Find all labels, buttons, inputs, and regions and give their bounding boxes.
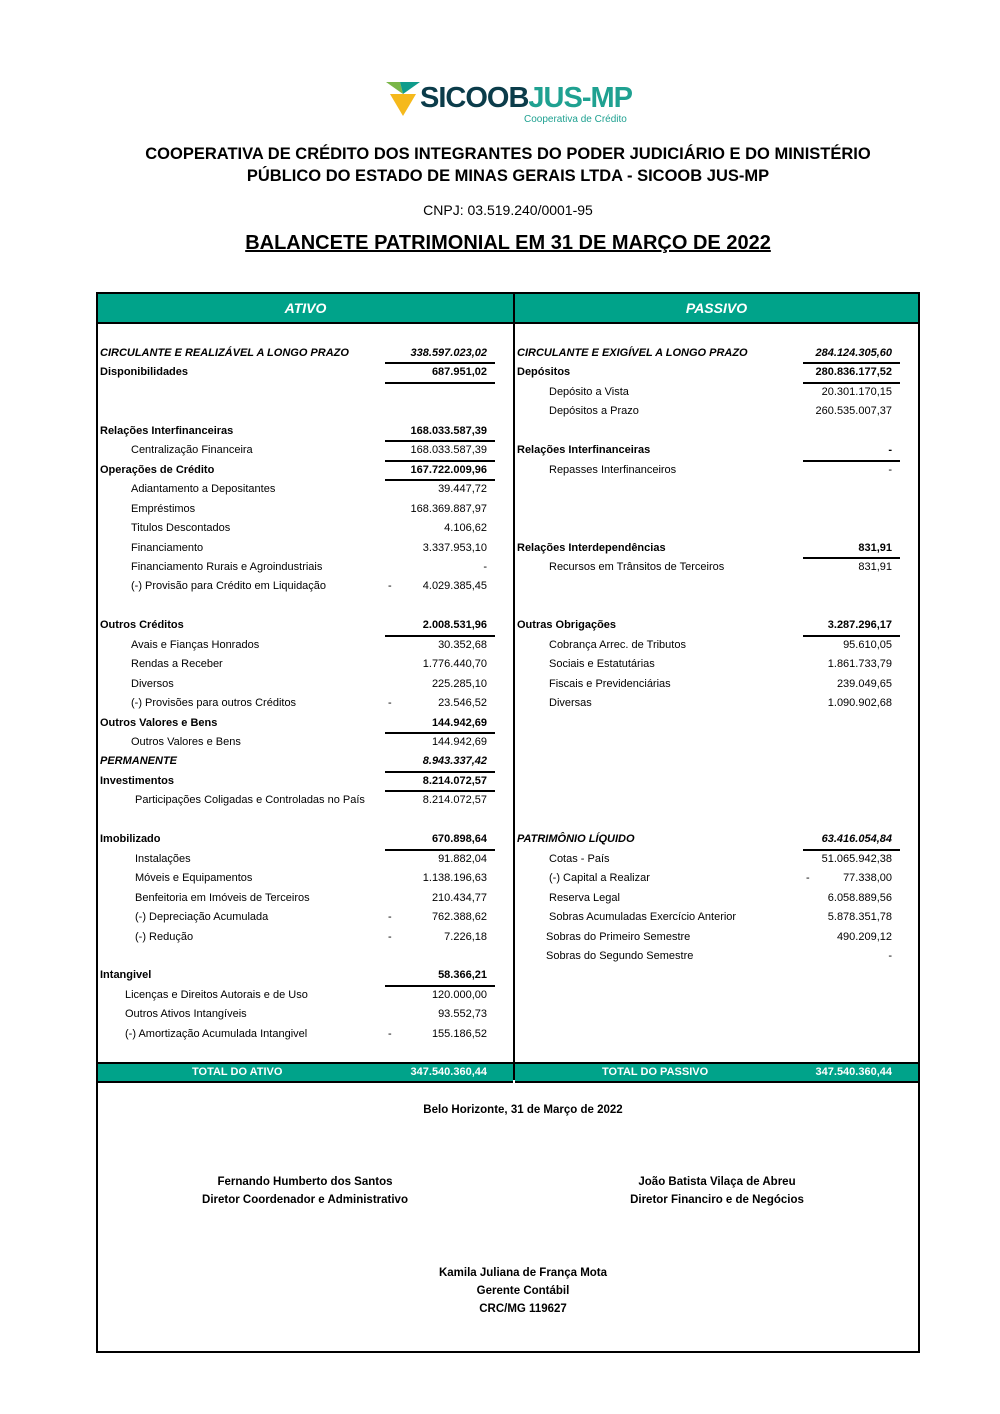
passivo-row <box>0 850 1000 869</box>
row-label: Avais e Fianças Honrados <box>131 638 260 651</box>
row-value: 20.301.170,15 <box>821 385 892 398</box>
ativo-row <box>0 1005 1000 1024</box>
row-label: Cotas - País <box>549 852 610 865</box>
row-value: 120.000,00 <box>431 988 487 1001</box>
row-label: Instalações <box>135 852 191 865</box>
ativo-row <box>0 966 1000 985</box>
row-label: Financiamento Rurais e Agroindustriais <box>131 560 323 573</box>
passivo-row <box>0 908 1000 927</box>
row-value: 1.090.902,68 <box>827 697 892 710</box>
row-value: 3.337.953,10 <box>422 541 487 554</box>
row-value: 167.722.009,96 <box>410 463 487 476</box>
row-label: Licenças e Direitos Autorais e de Uso <box>125 988 308 1001</box>
row-value: 4.106,62 <box>444 522 487 535</box>
ativo-row <box>0 422 1000 441</box>
ativo-header: ATIVO <box>98 294 513 324</box>
row-value: 155.186,52 <box>431 1027 487 1040</box>
passivo-row <box>0 636 1000 655</box>
passivo-row <box>0 441 1000 460</box>
place-date: Belo Horizonte, 31 de Março de 2022 <box>423 1104 623 1116</box>
passivo-row <box>0 539 1000 558</box>
row-value: 338.597.023,02 <box>410 347 487 359</box>
ativo-row <box>0 752 1000 771</box>
row-label: (-) Provisão para Crédito em Liquidação <box>131 580 327 593</box>
passivo-row <box>0 616 1000 635</box>
page-heading: BALANCETE PATRIMONIAL EM 31 DE MARÇO DE 2022 <box>245 232 771 254</box>
title-line-1: COOPERATIVA DE CRÉDITO DOS INTEGRANTES DO PODER JUDICIÁRIO E DO MINISTÉRIO <box>145 145 871 163</box>
row-label: Investimentos <box>100 774 174 787</box>
row-label: PATRIMÔNIO LÍQUIDO <box>517 833 635 846</box>
row-value: 260.535.007,37 <box>815 405 892 418</box>
row-label: Sobras do Segundo Semestre <box>546 949 694 962</box>
row-value: 687.951,02 <box>431 366 487 379</box>
row-value: 30.352,68 <box>438 638 487 651</box>
negative-sign: - <box>388 580 392 593</box>
passivo-row <box>0 461 1000 480</box>
cnpj: CNPJ: 03.519.240/0001-95 <box>423 202 593 218</box>
negative-sign: - <box>388 930 392 943</box>
signer-name: Fernando Humberto dos Santos <box>217 1176 393 1188</box>
negative-sign: - <box>806 872 810 885</box>
row-label: Sobras do Primeiro Semestre <box>546 930 691 943</box>
row-label: Sobras Acumuladas Exercício Anterior <box>549 911 737 924</box>
row-label: Empréstimos <box>131 502 196 515</box>
row-label: Depósitos <box>517 366 571 379</box>
row-value: 168.033.587,39 <box>410 444 487 457</box>
signer-role: Gerente Contábil <box>476 1285 570 1297</box>
row-value: 95.610,05 <box>843 638 892 651</box>
passivo-row <box>0 558 1000 577</box>
logo-tagline: Cooperativa de Crédito <box>524 114 627 125</box>
row-value: - <box>888 463 892 476</box>
ativo-row <box>0 733 1000 752</box>
cooperative-title <box>100 143 916 187</box>
row-value: 239.049,65 <box>836 677 892 690</box>
row-value: 168.033.587,39 <box>410 424 487 437</box>
row-value: 93.552,73 <box>438 1008 487 1021</box>
row-value: 225.285,10 <box>431 677 487 690</box>
ativo-row <box>0 791 1000 810</box>
ativo-row <box>0 714 1000 733</box>
row-label: Titulos Descontados <box>131 522 231 535</box>
row-label: Diversas <box>549 697 592 710</box>
row-label: Adiantamento a Depositantes <box>131 483 276 496</box>
passivo-row <box>0 947 1000 966</box>
row-label: Relações Interfinanceiras <box>100 424 234 437</box>
sicoob-logo <box>386 80 636 130</box>
passivo-row <box>0 869 1000 888</box>
ativo-row <box>0 577 1000 596</box>
total-passivo-label: TOTAL DO PASSIVO <box>602 1066 709 1078</box>
row-label: Outros Valores e Bens <box>131 736 241 748</box>
row-label: Intangivel <box>100 969 152 982</box>
ativo-row <box>0 772 1000 791</box>
row-label: CIRCULANTE E REALIZÁVEL A LONGO PRAZO <box>100 347 349 359</box>
row-value: 4.029.385,45 <box>422 580 487 593</box>
row-value: 168.369.887,97 <box>410 502 487 515</box>
row-label: Diversos <box>131 677 174 690</box>
row-value: - <box>888 949 892 962</box>
row-value: 284.124.305,60 <box>815 347 892 359</box>
row-label: Sociais e Estatutárias <box>549 658 655 671</box>
signature-3 <box>368 1264 678 1318</box>
row-label: Repasses Interfinanceiros <box>549 463 677 476</box>
row-label: Outras Obrigações <box>517 619 617 632</box>
row-label: (-) Redução <box>135 930 194 943</box>
row-value: 831,91 <box>858 541 892 554</box>
row-label: Relações Interdependências <box>517 541 666 554</box>
passivo-row <box>0 928 1000 947</box>
signer-role: Diretor Financiro e de Negócios <box>630 1194 804 1206</box>
total-ativo-label: TOTAL DO ATIVO <box>192 1066 283 1078</box>
row-label: Cobrança Arrec. de Tributos <box>549 638 686 651</box>
passivo-row <box>0 363 1000 382</box>
passivo-row <box>0 694 1000 713</box>
row-value: 144.942,69 <box>431 736 487 748</box>
signature-2 <box>562 1173 872 1209</box>
passivo-row <box>0 830 1000 849</box>
row-label: Depósito a Vista <box>549 385 629 398</box>
row-value: 39.447,72 <box>438 483 487 496</box>
row-value: - <box>888 444 892 457</box>
row-value: 58.366,21 <box>438 969 487 982</box>
logo-mark-icon <box>386 80 420 116</box>
row-value: 8.214.072,57 <box>422 794 487 807</box>
row-label: Outros Ativos Intangíveis <box>125 1008 247 1021</box>
row-value: 51.065.942,38 <box>821 852 892 865</box>
row-label: Operações de Crédito <box>100 463 215 476</box>
row-label: Recursos em Trânsitos de Terceiros <box>549 560 725 573</box>
passivo-row <box>0 402 1000 421</box>
total-passivo-value: 347.540.360,44 <box>815 1066 892 1078</box>
row-label: Relações Interfinanceiras <box>517 444 651 457</box>
row-label: (-) Depreciação Acumulada <box>135 911 269 924</box>
signer-role: Diretor Coordenador e Administrativo <box>202 1194 408 1206</box>
row-label: Participações Coligadas e Controladas no País <box>135 794 365 807</box>
ativo-row <box>0 1025 1000 1044</box>
row-label: Imobilizado <box>100 833 161 846</box>
logo-brand-suffix: JUS-MP <box>528 82 632 114</box>
row-value: 77.338,00 <box>843 872 892 885</box>
row-value: 1.138.196,63 <box>422 872 487 885</box>
ativo-row <box>0 500 1000 519</box>
total-ativo-value: 347.540.360,44 <box>410 1066 487 1078</box>
row-label: Disponibilidades <box>100 366 189 379</box>
ativo-row <box>0 480 1000 499</box>
row-value: 1.776.440,70 <box>422 658 487 671</box>
negative-sign: - <box>388 1027 392 1040</box>
passivo-header: PASSIVO <box>515 294 918 324</box>
row-label: CIRCULANTE E EXIGÍVEL A LONGO PRAZO <box>517 347 748 359</box>
row-label: Reserva Legal <box>549 891 620 904</box>
passivo-row <box>0 344 1000 363</box>
row-value: 5.878.351,78 <box>827 911 892 924</box>
row-value: - <box>483 560 487 573</box>
row-label: Outros Créditos <box>100 619 184 632</box>
row-value: 8.214.072,57 <box>422 774 487 787</box>
signer-name: João Batista Vilaça de Abreu <box>638 1176 796 1188</box>
row-label: (-) Capital a Realizar <box>549 872 650 885</box>
ativo-row <box>0 519 1000 538</box>
row-value: 1.861.733,79 <box>827 658 892 671</box>
negative-sign: - <box>388 697 392 710</box>
negative-sign: - <box>388 911 392 924</box>
signature-1 <box>150 1173 460 1209</box>
ativo-row <box>0 986 1000 1005</box>
row-value: 144.942,69 <box>431 716 487 729</box>
row-value: 3.287.296,17 <box>827 619 892 632</box>
row-label: Rendas a Receber <box>131 658 223 671</box>
row-value: 6.058.889,56 <box>827 891 892 904</box>
row-value: 762.388,62 <box>431 911 487 924</box>
total-passivo-bar <box>515 1062 918 1083</box>
row-value: 670.898,64 <box>431 833 487 846</box>
passivo-row <box>0 655 1000 674</box>
passivo-row <box>0 889 1000 908</box>
row-label: Centralização Financeira <box>131 444 253 457</box>
row-label: Benfeitoria em Imóveis de Terceiros <box>135 891 310 904</box>
row-label: (-) Amortização Acumulada Intangivel <box>125 1027 308 1040</box>
row-value: 831,91 <box>858 560 892 573</box>
logo-brand: SICOOB <box>420 82 529 114</box>
row-label: PERMANENTE <box>100 755 178 768</box>
passivo-row <box>0 675 1000 694</box>
row-label: Outros Valores e Bens <box>100 716 218 729</box>
title-line-2: PÚBLICO DO ESTADO DE MINAS GERAIS LTDA - SICOOB JUS-MP <box>246 167 770 185</box>
signer-name: Kamila Juliana de França Mota <box>438 1267 608 1279</box>
passivo-row <box>0 383 1000 402</box>
row-value: 2.008.531,96 <box>422 619 487 632</box>
row-value: 63.416.054,84 <box>821 833 892 846</box>
row-label: Fiscais e Previdenciárias <box>549 677 671 690</box>
row-value: 280.836.177,52 <box>815 366 892 379</box>
row-label: (-) Provisões para outros Créditos <box>131 697 297 710</box>
row-value: 490.209,12 <box>836 930 892 943</box>
row-value: 91.882,04 <box>438 852 487 865</box>
row-value: 7.226,18 <box>444 930 487 943</box>
row-label: Financiamento <box>131 541 204 554</box>
row-label: Depósitos a Prazo <box>549 405 639 418</box>
signer-crc: CRC/MG 119627 <box>479 1303 567 1315</box>
row-value: 210.434,77 <box>431 891 487 904</box>
row-label: Móveis e Equipamentos <box>135 872 253 885</box>
row-value: 23.546,52 <box>438 697 487 710</box>
row-value: 8.943.337,42 <box>422 755 487 768</box>
total-ativo-bar <box>98 1062 513 1083</box>
